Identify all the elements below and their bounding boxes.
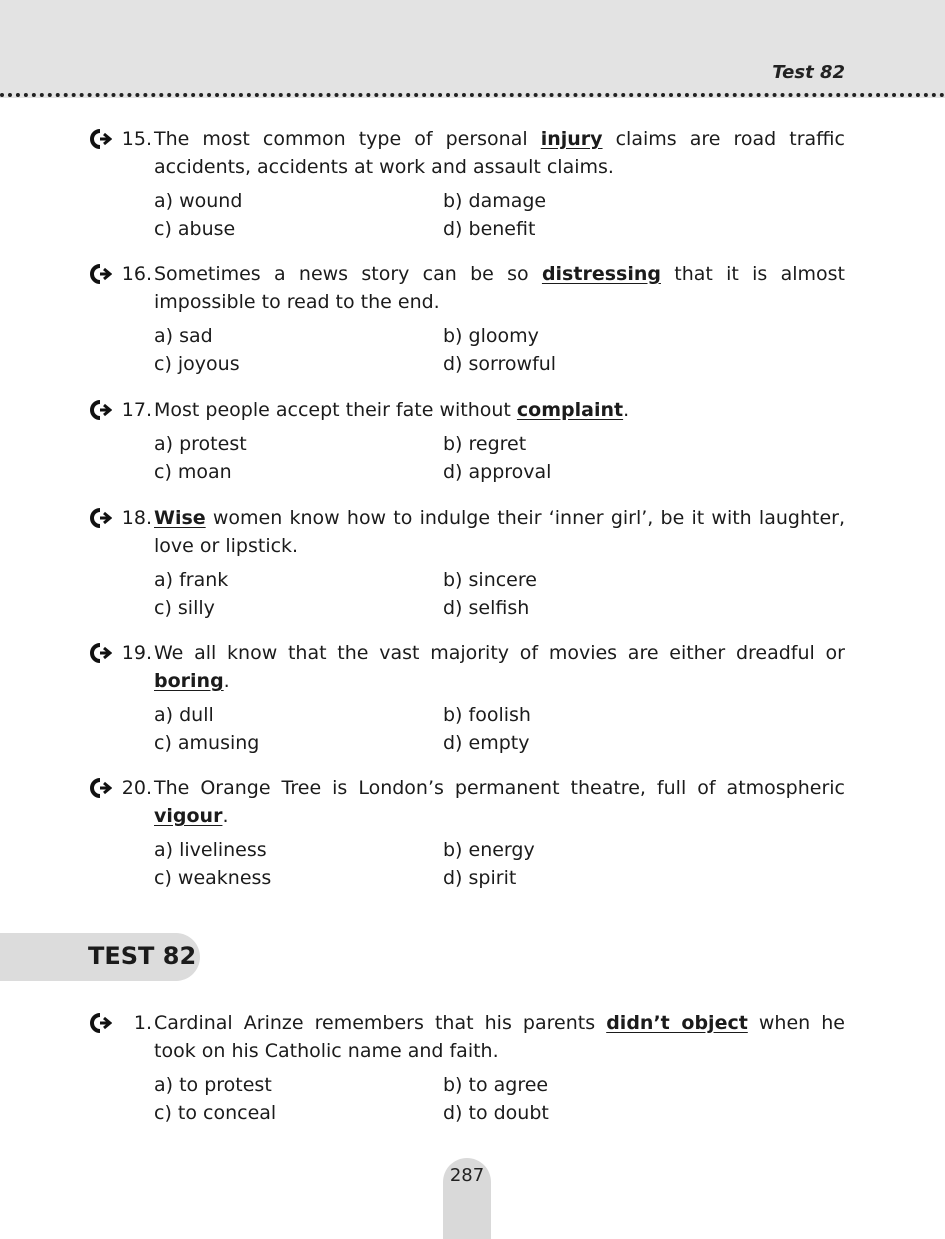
- option-a[interactable]: a) wound: [154, 190, 243, 212]
- arrow-bullet-icon: [90, 1013, 112, 1033]
- arrow-bullet-icon: [90, 508, 112, 528]
- question-text: The most common type of personal injury claims are road traffic accidents, accidents at work and assault claims.: [154, 128, 845, 178]
- option-b[interactable]: b) damage: [443, 190, 547, 212]
- answer-options: [154, 430, 845, 486]
- arrow-bullet-icon: [90, 643, 112, 663]
- option-a[interactable]: a) to protest: [154, 1074, 272, 1096]
- dotted-divider: [0, 93, 945, 97]
- arrow-bullet-icon: [90, 264, 112, 284]
- option-d[interactable]: d) empty: [443, 732, 530, 754]
- arrow-bullet-icon: [90, 400, 112, 420]
- option-a[interactable]: a) dull: [154, 704, 214, 726]
- option-c[interactable]: c) to conceal: [154, 1102, 277, 1124]
- option-b[interactable]: b) energy: [443, 839, 535, 861]
- option-b[interactable]: b) foolish: [443, 704, 531, 726]
- option-c[interactable]: c) amusing: [154, 732, 260, 754]
- question-number: 17.: [121, 399, 152, 421]
- question-number: 1.: [133, 1012, 152, 1034]
- option-c[interactable]: c) moan: [154, 461, 232, 483]
- answer-options: [154, 701, 845, 757]
- keyword: boring: [154, 670, 224, 692]
- option-d[interactable]: d) benefit: [443, 218, 536, 240]
- question-number: 16.: [121, 263, 152, 285]
- keyword: distressing: [541, 263, 661, 285]
- question-text: Sometimes a news story can be so distressing that it is almost impossible to read to the end.: [154, 263, 845, 313]
- option-b[interactable]: b) gloomy: [443, 325, 539, 347]
- option-c[interactable]: c) weakness: [154, 867, 272, 889]
- keyword: Wise: [154, 507, 206, 529]
- option-b[interactable]: b) to agree: [443, 1074, 549, 1096]
- question-number: 18.: [121, 507, 152, 529]
- question-text: Cardinal Arinze remembers that his parents didn’t object when he took on his Catholic name and faith.: [154, 1012, 846, 1062]
- question-1: [90, 1009, 845, 1127]
- page-number: 287: [449, 1165, 485, 1186]
- question-15: [90, 125, 845, 243]
- keyword: didn’t object: [606, 1012, 748, 1034]
- answer-options: [154, 187, 845, 243]
- question-text: The Orange Tree is London’s permanent theatre, full of atmospheric vigour.: [154, 777, 845, 827]
- keyword: complaint: [516, 399, 624, 421]
- question-16: [90, 260, 845, 378]
- question-text: We all know that the vast majority of movies are either dreadful or boring.: [154, 642, 845, 692]
- question-18: [90, 504, 845, 622]
- option-d[interactable]: d) spirit: [443, 867, 517, 889]
- arrow-bullet-icon: [90, 778, 112, 798]
- running-header-title: Test 82: [772, 62, 845, 83]
- option-b[interactable]: b) sincere: [443, 569, 537, 591]
- option-a[interactable]: a) frank: [154, 569, 229, 591]
- option-d[interactable]: d) sorrowful: [443, 353, 557, 375]
- option-c[interactable]: c) joyous: [154, 353, 240, 375]
- question-number: 15.: [121, 128, 152, 150]
- question-19: [90, 639, 845, 757]
- question-text: Wise women know how to indulge their ‘inner girl’, be it with laughter, love or lipstick.: [154, 507, 845, 557]
- option-c[interactable]: c) silly: [154, 597, 215, 619]
- option-a[interactable]: a) liveliness: [154, 839, 267, 861]
- question-number: 19.: [121, 642, 152, 664]
- option-c[interactable]: c) abuse: [154, 218, 236, 240]
- question-17: [90, 396, 845, 486]
- question-text: Most people accept their fate without complaint.: [154, 399, 630, 421]
- header-band: [0, 0, 945, 98]
- answer-options: [154, 836, 845, 892]
- answer-options: [154, 1071, 845, 1127]
- arrow-bullet-icon: [90, 129, 112, 149]
- keyword: vigour: [154, 805, 223, 827]
- question-number: 20.: [121, 777, 152, 799]
- answer-options: [154, 322, 845, 378]
- option-d[interactable]: d) approval: [443, 461, 552, 483]
- option-d[interactable]: d) to doubt: [443, 1102, 549, 1124]
- keyword: injury: [540, 128, 603, 150]
- option-b[interactable]: b) regret: [443, 433, 527, 455]
- question-20: [90, 774, 845, 892]
- option-a[interactable]: a) sad: [154, 325, 213, 347]
- section-title: TEST 82: [88, 942, 197, 970]
- answer-options: [154, 566, 845, 622]
- option-d[interactable]: d) selfish: [443, 597, 530, 619]
- option-a[interactable]: a) protest: [154, 433, 247, 455]
